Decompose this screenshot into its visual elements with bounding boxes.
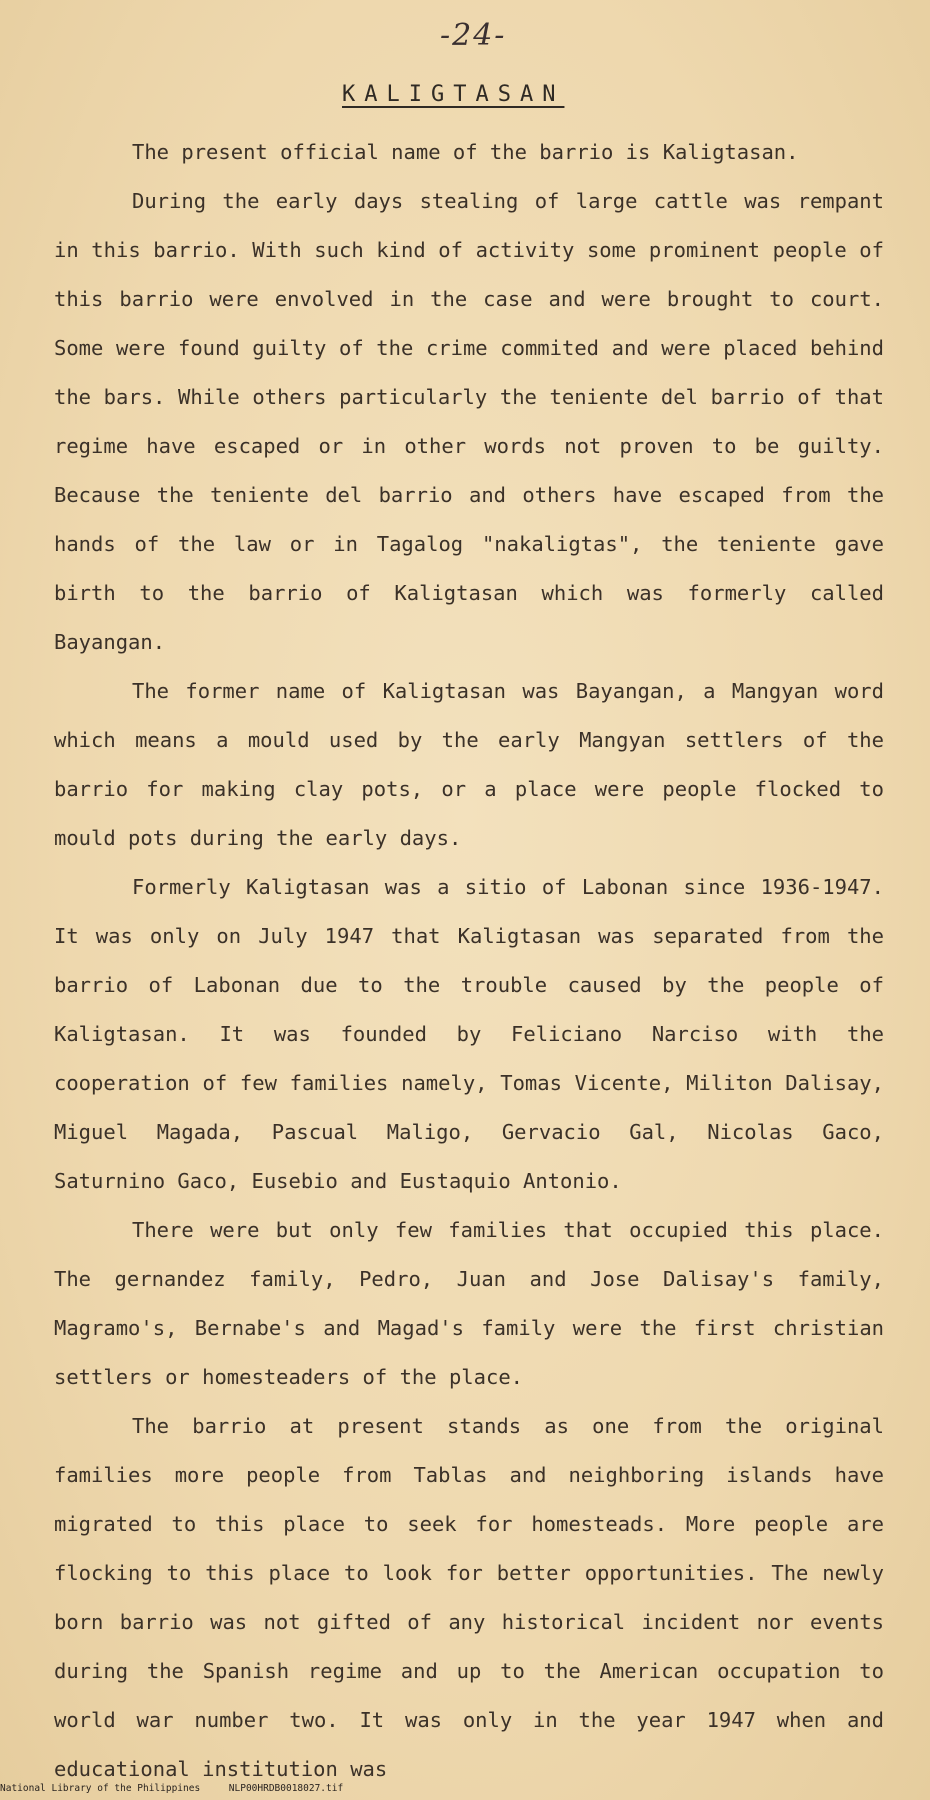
footer-file-id: NLP00HRDB0018027.tif — [228, 1783, 344, 1794]
paragraph-cattle-stealing: During the early days stealing of large cattle was rempant in this barrio. With such kind of activity some prominent people of this barrio were envolved in the case and were brought to court. Some were found guilty of the crime commited and were placed behind the bars. While others particularly the teniente del barrio of that regime have escaped or in other words not proven to be guilty. Because the teniente del barrio and others have escaped from the hands of the law or in Tagalog "nakaligtas", the teniente gave birth to the barrio of Kaligtasan which was formerly called Bayangan. — [54, 189, 884, 654]
paragraph-founding: Formerly Kaligtasan was a sitio of Labonan since 1936-1947. It was only on July 1947 that Kaligtasan was separated from the barrio of Labonan due to the trouble caused by the people of Kaligtasan. It was founded by Feliciano Narciso with the cooperation of few families namely, Tomas Vicente, Militon Dalisay, Miguel Magada, Pascual Maligo, Gervacio Gal, Nicolas Gaco, Saturnino Gaco, Eusebio and Eustaquio Antonio. — [54, 875, 884, 1193]
document-title: KALIGTASAN — [342, 82, 565, 107]
page-number: -24- — [440, 18, 507, 53]
paragraph-present: The barrio at present stands as one from the original families more people from Tablas and neighboring islands have migrated to this place to seek for homesteads. More people are flocking to this place to look for better opportunities. The newly born barrio was not gifted of any historical incident nor events during the Spanish regime and up to the American occupation to world war number two. It was only in the year 1947 when and educational institution was — [54, 1414, 884, 1781]
scan-footer — [0, 1783, 343, 1794]
paragraph-official-name: The present official name of the barrio is Kaligtasan. — [132, 140, 799, 164]
body-text — [54, 128, 884, 1794]
paragraph-settlers: There were but only few families that occupied this place. The gernandez family, Pedro, Juan and Jose Dalisay's family, Magramo's, Bernabe's and Magad's family were the first christian settlers or homesteaders of the place. — [54, 1218, 884, 1389]
footer-institution: National Library of the Philippines — [0, 1783, 201, 1794]
paragraph-former-name: The former name of Kaligtasan was Bayangan, a Mangyan word which means a mould used by the early Mangyan settlers of the barrio for making clay pots, or a place were people flocked to mould pots during the early days. — [54, 679, 884, 850]
